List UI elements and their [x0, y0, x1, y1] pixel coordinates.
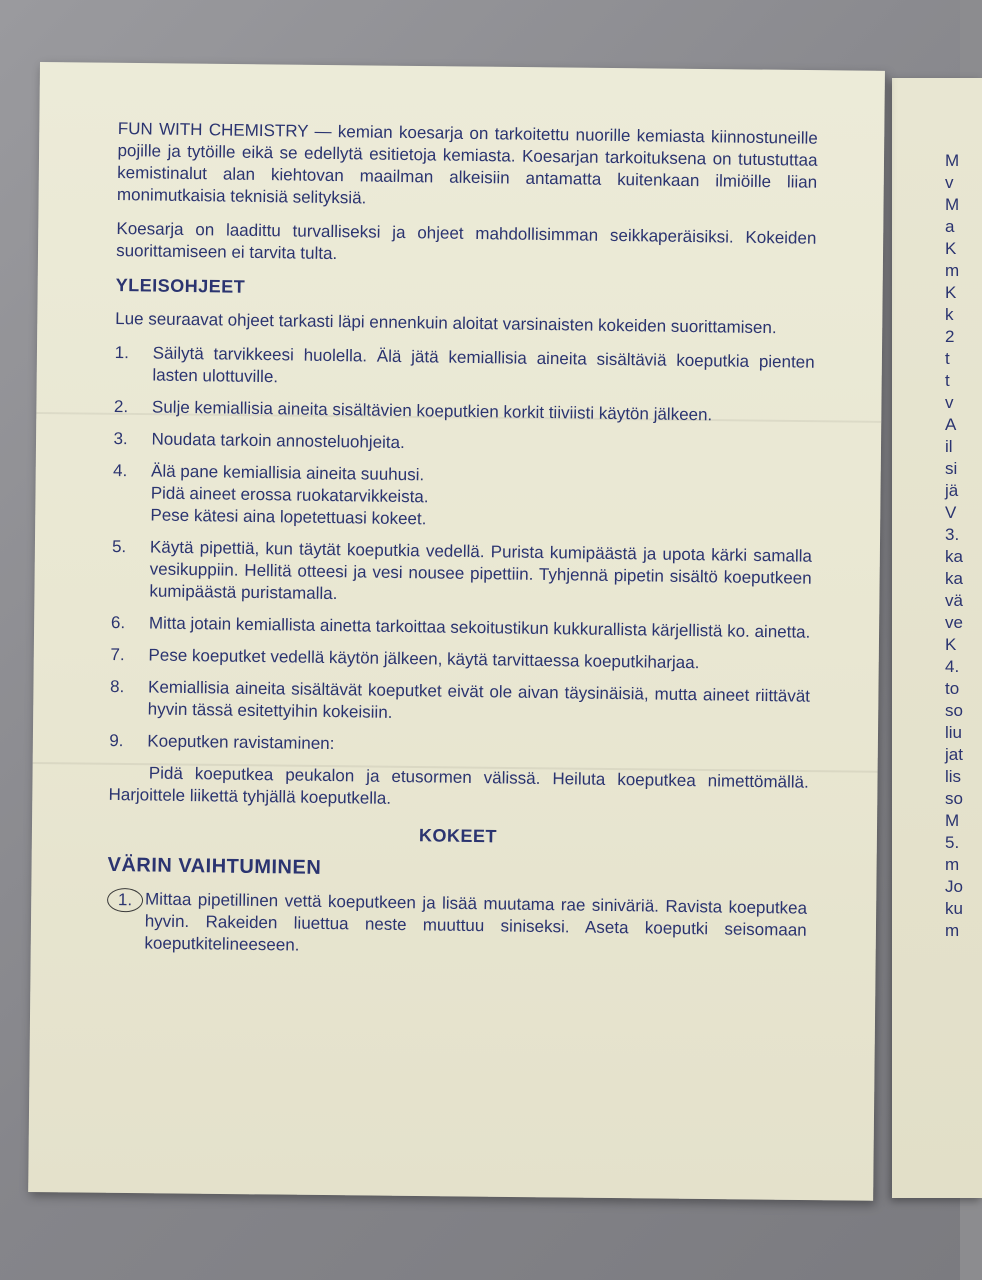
- section-heading: YLEISOHJEET: [115, 274, 246, 297]
- intro-paragraph: Koesarja on laadittu turvalliseksi ja ohjeet mahdollisimman seikkaperäisiksi. Kokeiden suorittamiseen ei tarvita tulta.: [116, 218, 817, 264]
- list-item: [114, 342, 815, 396]
- list-item: [113, 428, 813, 460]
- next-page-fragment: liu: [945, 723, 963, 742]
- next-page-fragment: V: [945, 503, 957, 522]
- next-page-fragment: M: [945, 195, 960, 214]
- item-text: Säilytä tarvikkeesi huolella. Älä jätä kemiallisia aineita sisältäviä koeputkia pienten lasten ulottuville.: [152, 343, 815, 387]
- item-line: Älä pane kemiallisia aineita suuhusi.: [150, 461, 425, 485]
- next-page-fragment: so: [945, 701, 963, 720]
- next-page-fragment: so: [945, 789, 963, 808]
- next-page-fragment: ve: [945, 613, 963, 632]
- intro-paragraph: FUN WITH CHEMISTRY — kemian koesarja on tarkoitettu nuorille kemiasta kiinnostuneille pojille ja tytöille eikä se edellytä esitietoja kemiasta. Koesarjan tarkoituksena on tutustuttaa kemistinalut alan kiehtovan maailman alkeisiin antamatta kuitenkaan ilmiöille liian monimutkaisia teknisiä selityksiä.: [116, 118, 818, 208]
- section-heading: KOKEET: [418, 825, 498, 847]
- next-page-fragment: m: [945, 855, 960, 874]
- next-page-fragment: t: [945, 371, 950, 390]
- next-page-fragment: M: [945, 151, 960, 170]
- item-text: [147, 730, 809, 761]
- item-line: Koeputken ravistaminen:: [147, 731, 335, 754]
- item-text: Kemiallisia aineita sisältävät koeputket eivät ole aivan täysinäisiä, mutta aineet riittävät hyvin tässä esitettyihin kokeisiin.: [147, 677, 811, 722]
- list-item: [112, 460, 813, 536]
- item-number: 5.: [111, 536, 127, 557]
- item-text: Mittaa pipetillinen vettä koeputkeen ja lisää muutama rae siniväriä. Ravista koeputkea hyvin. Rakeiden liuettua neste muuttuu siniseksi. Aseta koeputki seisomaan koeputkitelineeseen.: [144, 889, 808, 955]
- item-text: Mitta jotain kemiallista ainetta tarkoittaa sekoitustikun kukkurallista kärjellistä ko. ainetta.: [148, 613, 811, 642]
- list-item: [109, 730, 809, 762]
- next-page-fragment: K: [945, 283, 957, 302]
- next-page-fragment: si: [945, 459, 958, 478]
- next-page-fragment: vä: [945, 591, 963, 610]
- next-page-fragment: m: [945, 921, 960, 940]
- circled-number: 1.: [107, 888, 143, 913]
- next-page-fragment: lis: [945, 767, 962, 786]
- next-page-fragment: to: [945, 679, 960, 698]
- item-number: 4.: [112, 460, 128, 481]
- next-page-fragment: a: [945, 217, 955, 236]
- next-page-text: [945, 150, 963, 942]
- next-page-fragment: 5.: [945, 833, 960, 852]
- item-number: 7.: [110, 644, 125, 665]
- next-page-fragment: jat: [945, 745, 963, 764]
- item-number: 6.: [110, 612, 126, 633]
- list-item: [111, 612, 811, 644]
- next-page-fragment: ka: [945, 569, 963, 588]
- subsection-heading: VÄRIN VAIHTUMINEN: [107, 853, 322, 879]
- next-page-edge: [892, 78, 982, 1198]
- item-number: 9.: [109, 730, 124, 751]
- item-text: [150, 460, 813, 535]
- next-page-fragment: M: [945, 811, 960, 830]
- next-page-fragment: m: [945, 261, 960, 280]
- item-text: Sulje kemiallisia aineita sisältävien koeputkien korkit tiiviisti käytön jälkeen.: [151, 397, 713, 425]
- next-page-fragment: v: [945, 393, 954, 412]
- next-page-fragment: 3.: [945, 525, 960, 544]
- next-page-fragment: v: [945, 173, 954, 192]
- item-continuation: Pidä koeputkea peukalon ja etusormen välissä. Heiluta koeputkea nimettömällä. Harjoittele liikettä tyhjällä koeputkella.: [108, 763, 809, 808]
- next-page-fragment: Jo: [945, 877, 963, 896]
- item-number: 8.: [109, 676, 125, 697]
- next-page-fragment: K: [945, 239, 957, 258]
- list-item: [111, 536, 812, 612]
- item-number: 2.: [113, 396, 129, 417]
- list-item: [106, 888, 807, 964]
- item-number: 3.: [113, 428, 128, 449]
- next-page-fragment: ka: [945, 547, 963, 566]
- next-page-fragment: ku: [945, 899, 963, 918]
- item-line: Pese kätesi aina lopetettuasi kokeet.: [150, 505, 427, 529]
- next-page-fragment: k: [945, 305, 954, 324]
- next-page-fragment: t: [945, 349, 950, 368]
- item-line: Pidä aineet erossa ruokatarvikkeista.: [150, 483, 429, 507]
- next-page-fragment: K: [945, 635, 957, 654]
- item-text: Noudata tarkoin annosteluohjeita.: [151, 429, 405, 453]
- next-page-fragment: A: [945, 415, 957, 434]
- next-page-fragment: il: [945, 437, 953, 456]
- next-page-fragment: 2: [945, 327, 955, 346]
- list-item: [110, 676, 811, 730]
- item-text: Käytä pipettiä, kun täytät koeputkia vedellä. Purista kumipäästä ja upota kärki samalla vesikuppiin. Hellitä otteesi ja vesi nousee pipettiin. Tyhjennä pipetin sisältö koeputkeen kumipäästä puristamalla.: [149, 537, 813, 604]
- lead-paragraph: Lue seuraavat ohjeet tarkasti läpi ennenkuin aloitat varsinaisten kokeiden suorittamisen.: [115, 308, 777, 338]
- list-item: [110, 644, 810, 676]
- item-number: [106, 888, 145, 955]
- item-text: Pese koeputket vedellä käytön jälkeen, käytä tarvittaessa koeputkiharjaa.: [148, 645, 700, 673]
- next-page-fragment: 4.: [945, 657, 960, 676]
- item-number: 1.: [114, 342, 130, 363]
- next-page-fragment: jä: [945, 481, 959, 500]
- list-item: [114, 396, 814, 428]
- sheet-text: [106, 118, 818, 974]
